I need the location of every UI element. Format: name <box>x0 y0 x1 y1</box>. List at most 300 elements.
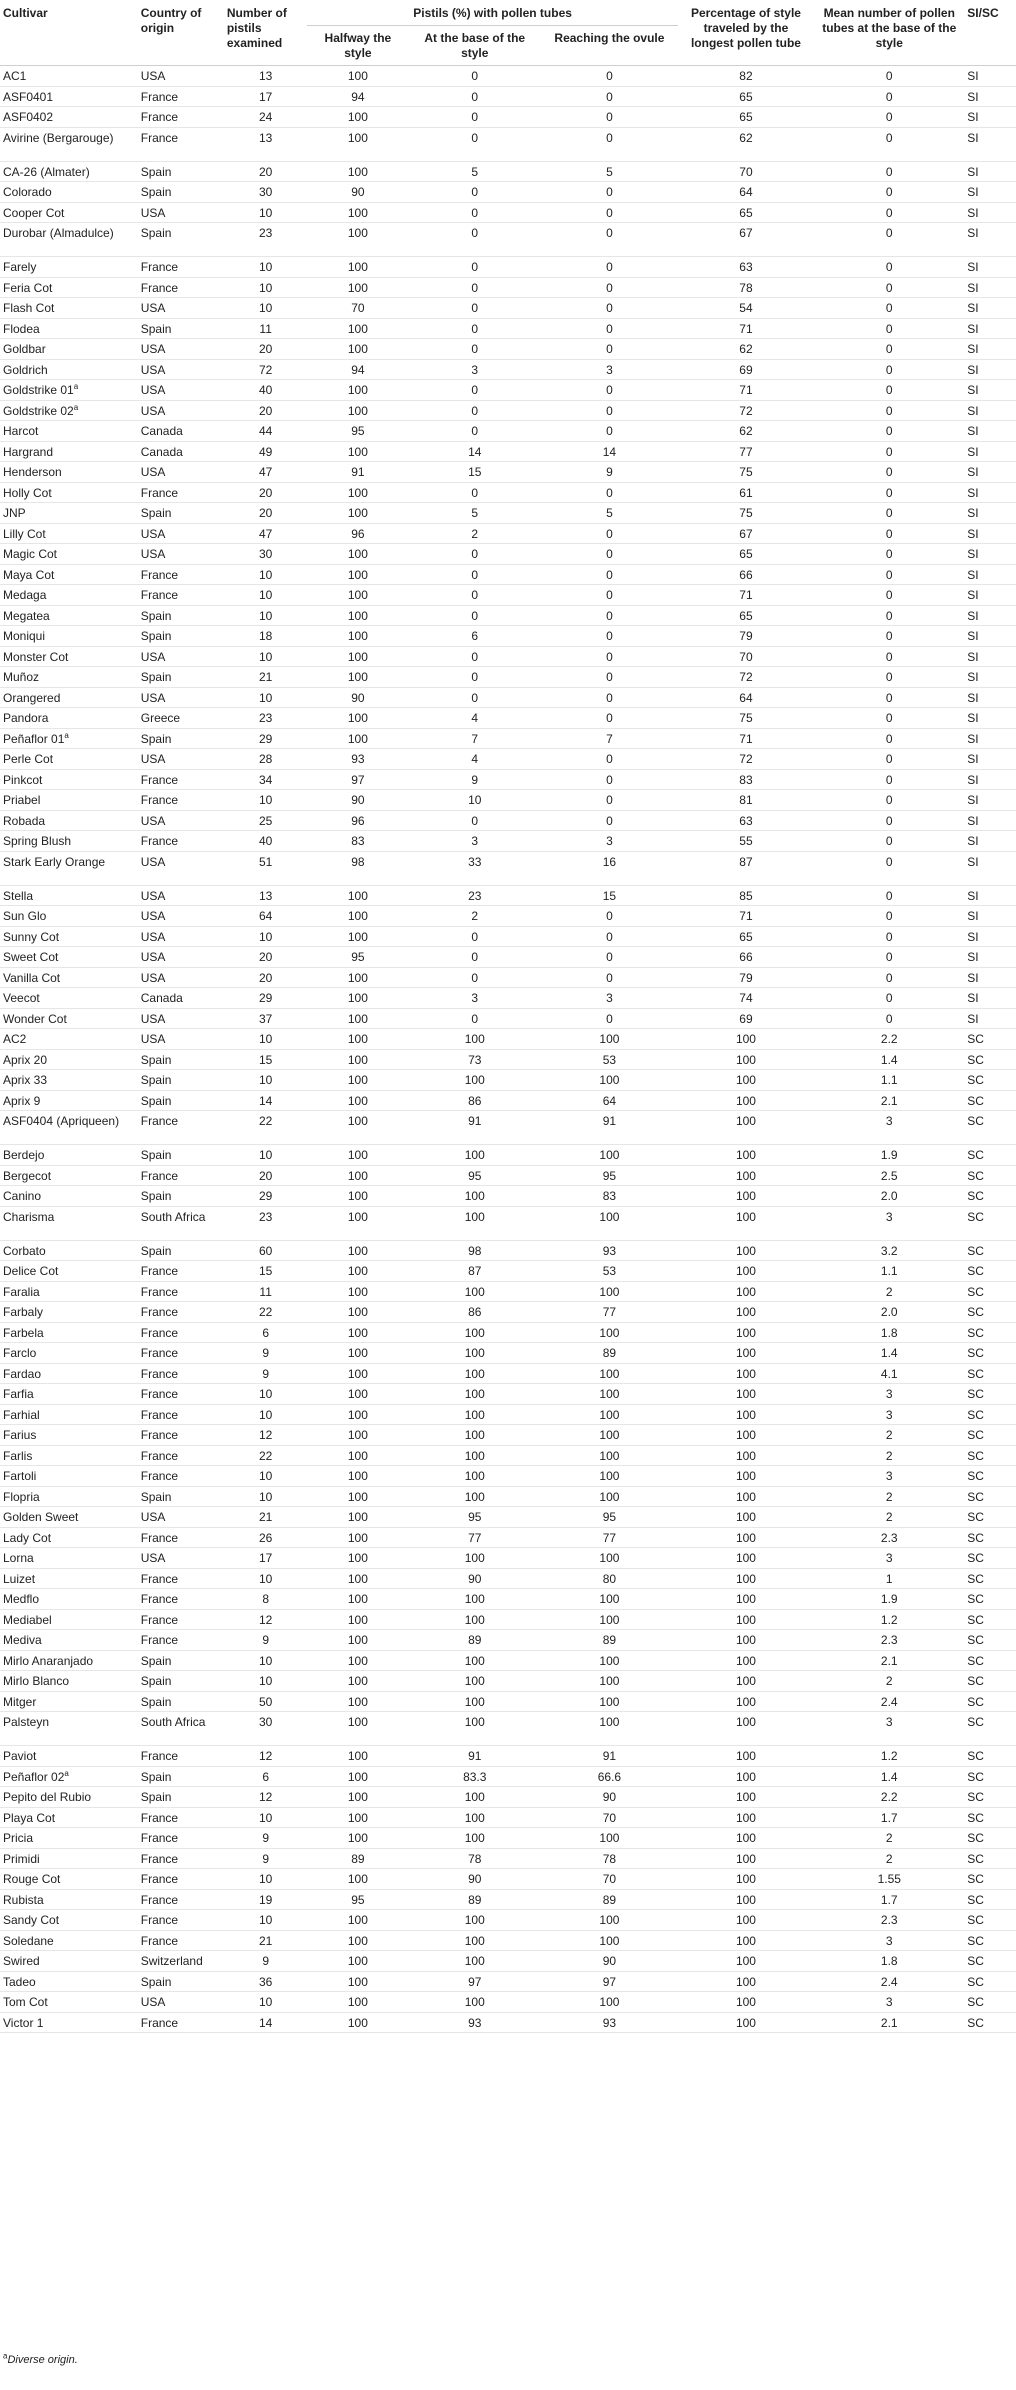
country-cell: Spain <box>138 1671 224 1692</box>
percent-style-cell: 83 <box>678 769 815 790</box>
ovule-cell: 100 <box>541 1363 678 1384</box>
percent-style-cell: 100 <box>678 1971 815 1992</box>
percent-style-cell: 71 <box>678 318 815 339</box>
halfway-cell: 100 <box>307 66 408 87</box>
si-sc-cell: SI <box>964 86 1016 107</box>
country-cell: USA <box>138 749 224 770</box>
base-cell: 0 <box>408 926 541 947</box>
base-cell: 89 <box>408 1889 541 1910</box>
si-sc-cell: SI <box>964 182 1016 203</box>
percent-style-cell: 67 <box>678 523 815 544</box>
si-sc-cell: SC <box>964 1111 1016 1145</box>
base-cell: 0 <box>408 298 541 319</box>
cultivar-name: Farely <box>3 260 37 274</box>
si-sc-cell: SC <box>964 1343 1016 1364</box>
cultivar-cell <box>0 1746 138 1767</box>
cultivar-cell <box>0 1090 138 1111</box>
base-cell: 90 <box>408 1568 541 1589</box>
si-sc-cell: SC <box>964 1910 1016 1931</box>
table-row <box>0 1090 1016 1111</box>
pistils-cell: 10 <box>224 1384 308 1405</box>
country-cell: USA <box>138 967 224 988</box>
mean-tubes-cell: 1.9 <box>814 1145 964 1166</box>
halfway-cell: 94 <box>307 86 408 107</box>
pistils-cell: 18 <box>224 626 308 647</box>
base-cell: 0 <box>408 277 541 298</box>
country-cell: Spain <box>138 223 224 257</box>
country-cell: Spain <box>138 503 224 524</box>
mean-tubes-cell: 0 <box>814 988 964 1009</box>
halfway-cell: 100 <box>307 1384 408 1405</box>
cultivar-cell <box>0 1008 138 1029</box>
table-row <box>0 1889 1016 1910</box>
cultivar-cell <box>0 947 138 968</box>
si-sc-cell: SI <box>964 769 1016 790</box>
percent-style-cell: 100 <box>678 1630 815 1651</box>
percent-style-cell: 72 <box>678 400 815 421</box>
si-sc-cell: SC <box>964 1281 1016 1302</box>
table-row <box>0 182 1016 203</box>
si-sc-cell: SC <box>964 1029 1016 1050</box>
si-sc-cell: SC <box>964 1404 1016 1425</box>
percent-style-cell: 100 <box>678 1609 815 1630</box>
halfway-cell: 100 <box>307 544 408 565</box>
header-ovule: Reaching the ovule <box>541 26 678 66</box>
cultivar-cell <box>0 298 138 319</box>
percent-style-cell: 65 <box>678 202 815 223</box>
country-cell: Spain <box>138 1090 224 1111</box>
base-cell: 93 <box>408 2012 541 2033</box>
table-row <box>0 1671 1016 1692</box>
mean-tubes-cell: 0 <box>814 298 964 319</box>
halfway-cell: 100 <box>307 1206 408 1240</box>
percent-style-cell: 100 <box>678 1165 815 1186</box>
si-sc-cell: SC <box>964 1165 1016 1186</box>
ovule-cell: 0 <box>541 482 678 503</box>
pistils-cell: 11 <box>224 318 308 339</box>
country-cell: Switzerland <box>138 1951 224 1972</box>
base-cell: 0 <box>408 127 541 161</box>
si-sc-cell: SC <box>964 1363 1016 1384</box>
country-cell: Spain <box>138 1650 224 1671</box>
mean-tubes-cell: 2.3 <box>814 1527 964 1548</box>
ovule-cell: 89 <box>541 1630 678 1651</box>
percent-style-cell: 100 <box>678 1889 815 1910</box>
table-row <box>0 769 1016 790</box>
pistils-cell: 10 <box>224 605 308 626</box>
halfway-cell: 100 <box>307 1548 408 1569</box>
ovule-cell: 95 <box>541 1507 678 1528</box>
ovule-cell: 70 <box>541 1807 678 1828</box>
halfway-cell: 100 <box>307 1186 408 1207</box>
mean-tubes-cell: 0 <box>814 202 964 223</box>
base-cell: 0 <box>408 66 541 87</box>
cultivar-name: Paviot <box>3 1749 37 1763</box>
ovule-cell: 100 <box>541 1486 678 1507</box>
si-sc-cell: SI <box>964 223 1016 257</box>
halfway-cell: 98 <box>307 851 408 885</box>
si-sc-cell: SI <box>964 687 1016 708</box>
base-cell: 91 <box>408 1746 541 1767</box>
si-sc-cell: SC <box>964 1712 1016 1746</box>
cultivar-name: Bergecot <box>3 1168 52 1183</box>
ovule-cell: 100 <box>541 1425 678 1446</box>
ovule-cell: 89 <box>541 1343 678 1364</box>
mean-tubes-cell: 1.9 <box>814 1589 964 1610</box>
base-cell: 100 <box>408 1384 541 1405</box>
halfway-cell: 100 <box>307 926 408 947</box>
cultivar-cell <box>0 1363 138 1384</box>
cultivar-cell <box>0 1322 138 1343</box>
si-sc-cell: SC <box>964 1302 1016 1323</box>
cultivar-name: Peñaflor 02 <box>3 1769 65 1784</box>
mean-tubes-cell: 1.7 <box>814 1807 964 1828</box>
country-cell: France <box>138 1609 224 1630</box>
percent-style-cell: 100 <box>678 1650 815 1671</box>
table-row <box>0 107 1016 128</box>
table-row <box>0 1363 1016 1384</box>
footnote-marker: a <box>3 2351 8 2361</box>
halfway-cell: 100 <box>307 107 408 128</box>
cultivar-cell <box>0 339 138 360</box>
pistils-cell: 10 <box>224 1869 308 1890</box>
mean-tubes-cell: 0 <box>814 728 964 749</box>
ovule-cell: 0 <box>541 646 678 667</box>
cultivar-cell <box>0 161 138 182</box>
cultivar-name: Faralia <box>3 1284 40 1299</box>
mean-tubes-cell: 1.8 <box>814 1322 964 1343</box>
halfway-cell: 100 <box>307 1145 408 1166</box>
ovule-cell: 0 <box>541 202 678 223</box>
ovule-cell: 15 <box>541 885 678 906</box>
cultivar-cell <box>0 1930 138 1951</box>
cultivar-cell <box>0 1384 138 1405</box>
halfway-cell: 100 <box>307 1466 408 1487</box>
country-cell: USA <box>138 1507 224 1528</box>
cultivar-name: Aprix 33 <box>3 1073 48 1087</box>
mean-tubes-cell: 2 <box>814 1425 964 1446</box>
pistils-cell: 13 <box>224 66 308 87</box>
percent-style-cell: 100 <box>678 1261 815 1282</box>
mean-tubes-cell: 2.5 <box>814 1165 964 1186</box>
cultivar-cell <box>0 1951 138 1972</box>
cultivar-name: Sandy Cot <box>3 1913 60 1927</box>
base-cell: 89 <box>408 1630 541 1651</box>
base-cell: 14 <box>408 441 541 462</box>
table-row <box>0 967 1016 988</box>
halfway-cell: 100 <box>307 127 408 161</box>
cultivar-cell <box>0 1343 138 1364</box>
cultivar-cell <box>0 1568 138 1589</box>
cultivar-cell <box>0 1261 138 1282</box>
country-cell: France <box>138 1848 224 1869</box>
percent-style-cell: 65 <box>678 107 815 128</box>
base-cell: 0 <box>408 482 541 503</box>
country-cell: USA <box>138 462 224 483</box>
footnote <box>3 2351 78 2366</box>
si-sc-cell: SC <box>964 1787 1016 1808</box>
cultivar-name: Veecot <box>3 991 40 1005</box>
pistils-cell: 30 <box>224 544 308 565</box>
base-cell: 100 <box>408 1145 541 1166</box>
pistils-cell: 21 <box>224 1930 308 1951</box>
country-cell: Spain <box>138 182 224 203</box>
mean-tubes-cell: 3 <box>814 1930 964 1951</box>
table-row <box>0 223 1016 257</box>
cultivar-cell <box>0 359 138 380</box>
cultivar-name: Tadeo <box>3 1974 36 1989</box>
table-row <box>0 1971 1016 1992</box>
base-cell: 100 <box>408 1425 541 1446</box>
header-mean-tubes: Mean number of pollen tubes at the base of the style <box>814 0 964 66</box>
ovule-cell: 0 <box>541 544 678 565</box>
base-cell: 86 <box>408 1302 541 1323</box>
ovule-cell: 90 <box>541 1787 678 1808</box>
mean-tubes-cell: 0 <box>814 646 964 667</box>
country-cell: USA <box>138 1008 224 1029</box>
cultivar-cell <box>0 885 138 906</box>
halfway-cell: 100 <box>307 1404 408 1425</box>
cultivar-name: Flopria <box>3 1489 40 1504</box>
ovule-cell: 0 <box>541 1008 678 1029</box>
percent-style-cell: 55 <box>678 831 815 852</box>
cultivar-cell <box>0 1029 138 1050</box>
percent-style-cell: 100 <box>678 1425 815 1446</box>
si-sc-cell: SI <box>964 298 1016 319</box>
table-row <box>0 544 1016 565</box>
percent-style-cell: 74 <box>678 988 815 1009</box>
base-cell: 0 <box>408 544 541 565</box>
ovule-cell: 93 <box>541 2012 678 2033</box>
halfway-cell: 100 <box>307 339 408 360</box>
cultivar-name: Henderson <box>3 465 62 479</box>
table-row <box>0 1070 1016 1091</box>
table-row <box>0 1630 1016 1651</box>
table-row <box>0 1746 1016 1767</box>
mean-tubes-cell: 2.3 <box>814 1910 964 1931</box>
base-cell: 9 <box>408 769 541 790</box>
cultivar-name: Feria Cot <box>3 280 53 295</box>
cultivar-cell <box>0 1145 138 1166</box>
table-row <box>0 482 1016 503</box>
table-row <box>0 400 1016 421</box>
cultivar-cell <box>0 462 138 483</box>
percent-style-cell: 100 <box>678 1070 815 1091</box>
halfway-cell: 100 <box>307 585 408 606</box>
country-cell: Canada <box>138 421 224 442</box>
percent-style-cell: 100 <box>678 1445 815 1466</box>
cultivar-name: Perle Cot <box>3 752 54 766</box>
pistils-cell: 9 <box>224 1343 308 1364</box>
cultivar-cell <box>0 1787 138 1808</box>
si-sc-cell: SI <box>964 127 1016 161</box>
cultivar-cell <box>0 646 138 667</box>
pistils-cell: 26 <box>224 1527 308 1548</box>
pistils-cell: 11 <box>224 1281 308 1302</box>
percent-style-cell: 100 <box>678 1671 815 1692</box>
country-cell: France <box>138 1404 224 1425</box>
pistils-cell: 10 <box>224 1910 308 1931</box>
percent-style-cell: 100 <box>678 1910 815 1931</box>
pistils-cell: 10 <box>224 790 308 811</box>
si-sc-cell: SI <box>964 400 1016 421</box>
si-sc-cell: SC <box>964 1930 1016 1951</box>
si-sc-cell: SC <box>964 1828 1016 1849</box>
percent-style-cell: 69 <box>678 359 815 380</box>
ovule-cell: 0 <box>541 421 678 442</box>
ovule-cell: 0 <box>541 277 678 298</box>
base-cell: 4 <box>408 708 541 729</box>
halfway-cell: 100 <box>307 1070 408 1091</box>
percent-style-cell: 67 <box>678 223 815 257</box>
si-sc-cell: SI <box>964 441 1016 462</box>
percent-style-cell: 71 <box>678 728 815 749</box>
percent-style-cell: 100 <box>678 1548 815 1569</box>
table-row <box>0 503 1016 524</box>
ovule-cell: 66.6 <box>541 1766 678 1787</box>
country-cell: Spain <box>138 1971 224 1992</box>
table-row <box>0 1145 1016 1166</box>
table-row <box>0 749 1016 770</box>
pistils-cell: 10 <box>224 1992 308 2013</box>
cultivar-cell <box>0 127 138 161</box>
ovule-cell: 70 <box>541 1869 678 1890</box>
percent-style-cell: 77 <box>678 441 815 462</box>
table-row <box>0 66 1016 87</box>
mean-tubes-cell: 0 <box>814 400 964 421</box>
mean-tubes-cell: 0 <box>814 523 964 544</box>
ovule-cell: 89 <box>541 1889 678 1910</box>
halfway-cell: 100 <box>307 1302 408 1323</box>
percent-style-cell: 100 <box>678 1281 815 1302</box>
halfway-cell: 100 <box>307 202 408 223</box>
table-row <box>0 1445 1016 1466</box>
country-cell: USA <box>138 687 224 708</box>
pistils-cell: 9 <box>224 1630 308 1651</box>
mean-tubes-cell: 0 <box>814 503 964 524</box>
table-row <box>0 257 1016 278</box>
cultivar-cell <box>0 1404 138 1425</box>
mean-tubes-cell: 4.1 <box>814 1363 964 1384</box>
mean-tubes-cell: 0 <box>814 667 964 688</box>
header-cultivar: Cultivar <box>0 0 138 66</box>
table-row <box>0 1568 1016 1589</box>
base-cell: 10 <box>408 790 541 811</box>
pistils-cell: 23 <box>224 223 308 257</box>
country-cell: France <box>138 1363 224 1384</box>
pistils-cell: 50 <box>224 1691 308 1712</box>
country-cell: France <box>138 1466 224 1487</box>
percent-style-cell: 100 <box>678 1807 815 1828</box>
halfway-cell: 100 <box>307 1589 408 1610</box>
cultivar-cell <box>0 906 138 927</box>
pistils-cell: 47 <box>224 523 308 544</box>
percent-style-cell: 100 <box>678 1568 815 1589</box>
cultivar-name: Medflo <box>3 1592 40 1606</box>
base-cell: 0 <box>408 400 541 421</box>
cultivar-cell <box>0 831 138 852</box>
ovule-cell: 100 <box>541 1992 678 2013</box>
ovule-cell: 0 <box>541 790 678 811</box>
ovule-cell: 0 <box>541 339 678 360</box>
base-cell: 0 <box>408 380 541 401</box>
pistils-cell: 29 <box>224 1186 308 1207</box>
cultivar-name: Goldrich <box>3 362 48 377</box>
halfway-cell: 95 <box>307 421 408 442</box>
cultivar-cell <box>0 1807 138 1828</box>
si-sc-cell: SI <box>964 277 1016 298</box>
percent-style-cell: 62 <box>678 127 815 161</box>
cultivar-name: Golden Sweet <box>3 1510 79 1524</box>
halfway-cell: 89 <box>307 1848 408 1869</box>
halfway-cell: 100 <box>307 318 408 339</box>
cultivar-name: Harcot <box>3 424 39 438</box>
halfway-cell: 100 <box>307 1261 408 1282</box>
base-cell: 2 <box>408 523 541 544</box>
table-row <box>0 298 1016 319</box>
country-cell: France <box>138 1165 224 1186</box>
mean-tubes-cell: 0 <box>814 605 964 626</box>
mean-tubes-cell: 2.4 <box>814 1971 964 1992</box>
country-cell: France <box>138 1828 224 1849</box>
cultivar-name: ASF0404 (Apriqueen) <box>3 1114 120 1128</box>
si-sc-cell: SI <box>964 257 1016 278</box>
percent-style-cell: 100 <box>678 1992 815 2013</box>
percent-style-cell: 87 <box>678 851 815 885</box>
percent-style-cell: 65 <box>678 926 815 947</box>
si-sc-cell: SC <box>964 1746 1016 1767</box>
percent-style-cell: 100 <box>678 1930 815 1951</box>
cultivar-cell <box>0 2012 138 2033</box>
table-row <box>0 441 1016 462</box>
table-row <box>0 790 1016 811</box>
pistils-cell: 72 <box>224 359 308 380</box>
pistils-cell: 60 <box>224 1240 308 1261</box>
base-cell: 0 <box>408 605 541 626</box>
cultivar-name: Orangered <box>3 690 61 705</box>
mean-tubes-cell: 0 <box>814 810 964 831</box>
halfway-cell: 100 <box>307 1111 408 1145</box>
cultivar-cell <box>0 926 138 947</box>
percent-style-cell: 62 <box>678 421 815 442</box>
ovule-cell: 0 <box>541 257 678 278</box>
cultivar-cell <box>0 1910 138 1931</box>
country-cell: Spain <box>138 1049 224 1070</box>
mean-tubes-cell: 0 <box>814 790 964 811</box>
cultivar-name: Hargrand <box>3 444 54 459</box>
halfway-cell: 100 <box>307 503 408 524</box>
pistils-cell: 23 <box>224 708 308 729</box>
halfway-cell: 100 <box>307 1322 408 1343</box>
pistils-cell: 10 <box>224 1070 308 1091</box>
cultivar-name: Pricia <box>3 1831 34 1845</box>
mean-tubes-cell: 0 <box>814 339 964 360</box>
cultivar-name: Mirlo Blanco <box>3 1674 70 1688</box>
si-sc-cell: SI <box>964 605 1016 626</box>
pistils-cell: 20 <box>224 482 308 503</box>
mean-tubes-cell: 0 <box>814 277 964 298</box>
cultivar-cell <box>0 988 138 1009</box>
halfway-cell: 100 <box>307 277 408 298</box>
si-sc-cell: SC <box>964 1971 1016 1992</box>
cultivar-cell <box>0 708 138 729</box>
country-cell: France <box>138 2012 224 2033</box>
mean-tubes-cell: 0 <box>814 223 964 257</box>
base-cell: 86 <box>408 1090 541 1111</box>
percent-style-cell: 71 <box>678 906 815 927</box>
mean-tubes-cell: 2 <box>814 1828 964 1849</box>
table-row <box>0 926 1016 947</box>
